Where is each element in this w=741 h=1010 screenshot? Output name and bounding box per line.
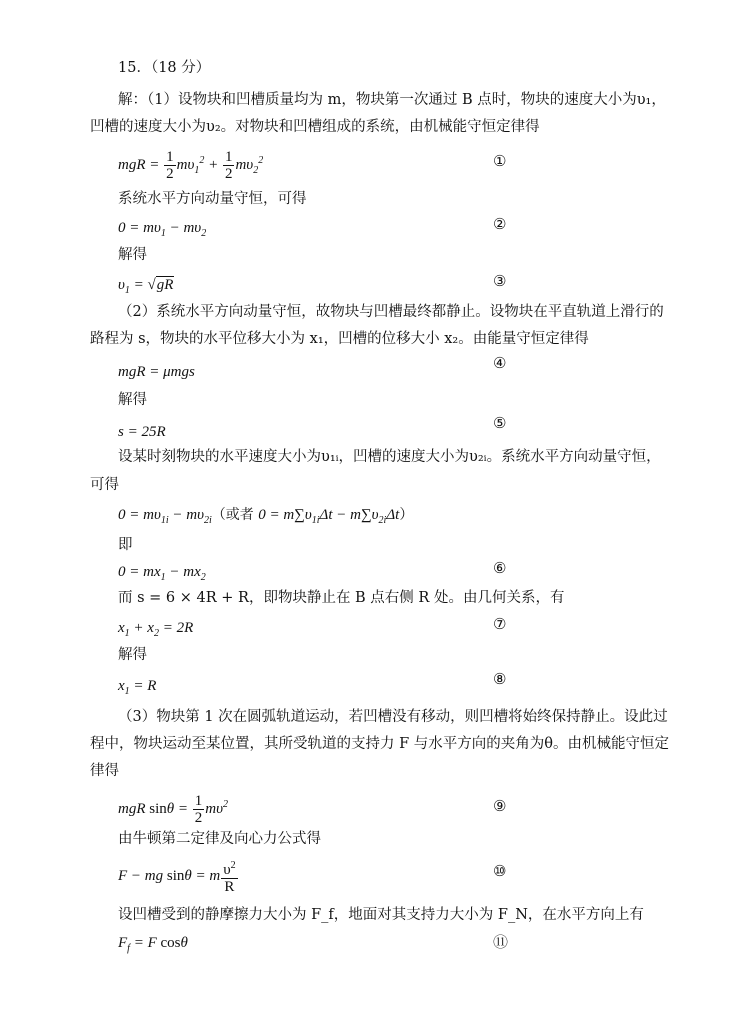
marker-11: ⑪ — [493, 935, 509, 951]
marker-5: ⑤ — [493, 416, 507, 432]
marker-8: ⑧ — [493, 672, 507, 688]
equation-momentum-1: $0 = m\upsilon_1 - m\upsilon_2$ — [118, 220, 207, 239]
marker-1: ① — [493, 154, 507, 170]
text-line-2: 凹槽的速度大小为υ₂。对物块和凹槽组成的系统，由机械能守恒定律得 — [90, 119, 540, 135]
text-line-16: 由牛顿第二定律及向心力公式得 — [118, 831, 321, 847]
text-line-1: 解：（1）设物块和凹槽质量均为 m，物块第一次通过 B 点时，物块的速度大小为υ₁， — [118, 92, 666, 108]
equation-friction: $F_f = F$ cosθ — [118, 935, 188, 954]
marker-10: ⑩ — [493, 864, 507, 880]
marker-3: ③ — [493, 274, 507, 290]
equation-energy-2: mgR = μmgs — [118, 364, 195, 380]
equation-displacement: $0 = mx_1 - mx_2$ — [118, 564, 206, 583]
marker-9: ⑨ — [493, 799, 507, 815]
equation-momentum-2: $0 = m\upsilon_{1i} - m\upsilon_{2i}$（或者 $0 = m\sum\upsilon_{1i}\Delta t - m\sum\upsilon_{2i}\Delta t$） — [118, 507, 414, 526]
text-line-15: 律得 — [90, 763, 119, 779]
equation-v1: $\upsilon_1 = √gR$ — [118, 277, 174, 296]
equation-newton: F − mg sinθ = m $\frac{\upsilon^2}{R}$ — [118, 860, 236, 895]
problem-heading: 15．（18 分） — [118, 60, 211, 76]
text-line-8: 设某时刻物块的水平速度大小为υ₁ᵢ，凹槽的速度大小为υ₂ᵢ。系统水平方向动量守恒， — [118, 449, 661, 465]
text-line-9: 可得 — [90, 477, 119, 493]
text-line-5: （2）系统水平方向动量守恒，故物块与凹槽最终都静止。设物块在平直轨道上滑行的 — [118, 304, 664, 320]
text-line-11: 而 s = 6 × 4R + R，即物块静止在 B 点右侧 R 处。由几何关系，有 — [118, 590, 565, 606]
equation-geometry: $x_1 + x_2 = 2R$ — [118, 620, 194, 639]
marker-2: ② — [493, 217, 507, 233]
marker-7: ⑦ — [493, 617, 507, 633]
text-line-7: 解得 — [118, 392, 147, 408]
text-line-13: （3）物块第 1 次在圆弧轨道运动，若凹槽没有移动，则凹槽将始终保持静止。设此过 — [118, 709, 668, 725]
text-line-17: 设凹槽受到的静摩擦力大小为 F_f，地面对其支持力大小为 F_N，在水平方向上有 — [118, 907, 644, 923]
text-line-14: 程中，物块运动至某位置，其所受轨道的支持力 F 与水平方向的夹角为θ。由机械能守恒定 — [90, 736, 670, 752]
equation-energy-3: mgR sinθ = $\frac{1}{2}$ $m\upsilon^2$ — [118, 793, 228, 826]
text-line-10: 即 — [118, 537, 133, 553]
text-line-3: 系统水平方向动量守恒，可得 — [118, 191, 307, 207]
text-line-12: 解得 — [118, 647, 147, 663]
equation-energy-1: mgR = $\frac{1}{2}$ $m\upsilon_1^2$ + $\frac{1}{2}$ $m\upsilon_2^2$ — [118, 149, 264, 182]
marker-4: ④ — [493, 356, 507, 372]
equation-s: s = 25R — [118, 424, 166, 440]
marker-6: ⑥ — [493, 561, 507, 577]
text-line-4: 解得 — [118, 247, 147, 263]
equation-x1: $x_1 = R$ — [118, 678, 157, 697]
text-line-6: 路程为 s，物块的水平位移大小为 x₁，凹槽的位移大小 x₂。由能量守恒定律得 — [90, 331, 589, 347]
